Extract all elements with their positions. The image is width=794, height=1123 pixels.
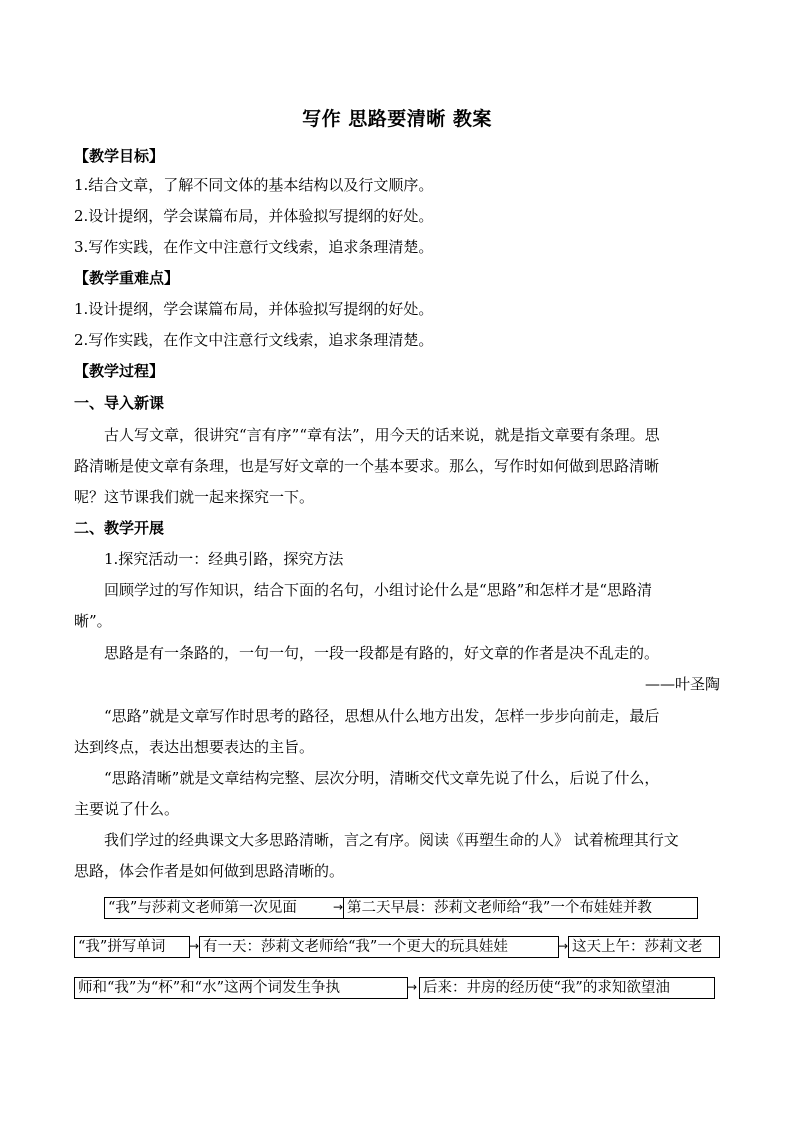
flow-box: “我”与莎莉文老师第一次见面	[104, 897, 344, 919]
flow-box: “我”拼写单词	[74, 936, 190, 958]
quote-author: ——叶圣陶	[644, 675, 720, 693]
paragraph-line: 古人写文章，很讲究“言有序”“章有法”，用今天的话来说，就是指文章要有条理。思	[104, 426, 660, 444]
key-item: 1.设计提纲，学会谋篇布局，并体验拟写提纲的好处。	[74, 300, 434, 318]
paragraph-line: 回顾学过的写作知识，结合下面的名句，小组讨论什么是“思路”和怎样才是“思路清	[104, 581, 653, 599]
goal-item: 3.写作实践，在作文中注意行文线索，追求条理清楚。	[74, 238, 434, 256]
paragraph-line: 我们学过的经典课文大多思路清晰，言之有序。阅读《再塑生命的人》 试着梳理其行文	[104, 831, 679, 849]
part1-heading: 一、导入新课	[74, 394, 165, 412]
quote-text: 思路是有一条路的，一句一句，一段一段都是有路的，好文章的作者是决不乱走的。	[104, 644, 660, 662]
flow-arrow: →	[189, 939, 200, 953]
paragraph-line: 思路，体会作者是如何做到思路清晰的。	[74, 862, 345, 880]
flow-arrow: →	[558, 939, 569, 953]
flow-box: 师和“我”为“杯”和“水”这两个词发生争执	[74, 977, 408, 999]
goal-item: 2.设计提纲，学会谋篇布局，并体验拟写提纲的好处。	[74, 207, 434, 225]
key-item: 2.写作实践，在作文中注意行文线索，追求条理清楚。	[74, 331, 434, 349]
paragraph-line: 呢？这节课我们就一起来探究一下。	[74, 488, 315, 506]
flow-box: 这天上午：莎莉文老	[568, 936, 720, 958]
goal-item: 1.结合文章，了解不同文体的基本结构以及行文顺序。	[74, 176, 434, 194]
goals-heading: 【教学目标】	[74, 147, 165, 165]
paragraph-line: “思路”就是文章写作时思考的路径，思想从什么地方出发，怎样一步步向前走，最后	[104, 707, 660, 725]
key-heading: 【教学重难点】	[74, 269, 180, 287]
part2-heading: 二、教学开展	[74, 519, 165, 537]
flow-arrow: →	[333, 900, 344, 914]
flow-box: 后来：井房的经历使“我”的求知欲望油	[419, 977, 715, 999]
activity-title: 1.探究活动一：经典引路，探究方法	[104, 550, 344, 568]
process-heading: 【教学过程】	[74, 362, 165, 380]
flow-arrow: →	[407, 980, 418, 994]
flow-box: 第二天早晨：莎莉文老师给“我”一个布娃娃并教	[343, 897, 698, 919]
paragraph-line: “思路清晰”就是文章结构完整、层次分明，清晰交代文章先说了什么，后说了什么，	[104, 769, 660, 787]
paragraph-line: 路清晰是使文章有条理，也是写好文章的一个基本要求。那么，写作时如何做到思路清晰	[74, 457, 660, 475]
flow-box: 有一天：莎莉文老师给“我”一个更大的玩具娃娃	[199, 936, 559, 958]
paragraph-line: 达到终点，表达出想要表达的主旨。	[74, 738, 315, 756]
paragraph-line: 主要说了什么。	[74, 800, 180, 818]
paragraph-line: 晰”。	[74, 612, 112, 630]
page-title: 写作 思路要清晰 教案	[302, 108, 492, 130]
